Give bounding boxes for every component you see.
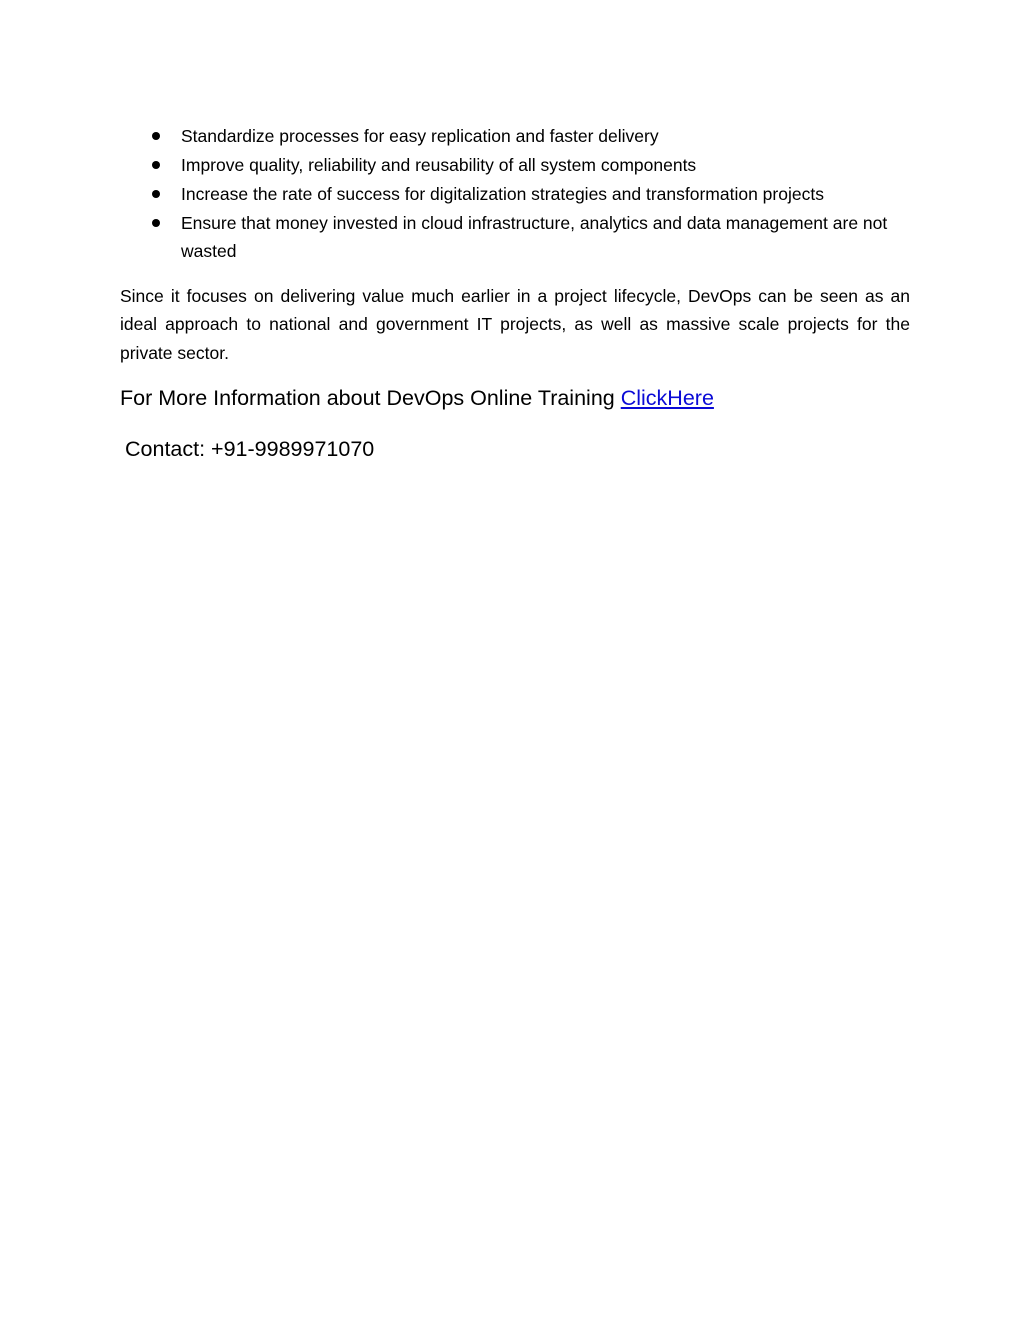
body-paragraph: Since it focuses on delivering value much earlier in a project lifecycle, DevOps can be seen as an ideal approach to national and government IT projects, as well as massive scale projects for the private sector. [120,286,910,363]
bullet-icon [152,219,160,227]
bullet-icon [152,132,160,140]
list-item [148,180,918,208]
list-item-text: Increase the rate of success for digitalization strategies and transformation projects [181,184,824,204]
list-item [148,209,918,265]
list-item [148,122,918,150]
more-info-line [120,383,714,413]
more-info-text: For More Information about DevOps Online Training [120,386,621,410]
list-item-text: Improve quality, reliability and reusability of all system components [181,155,697,175]
bullet-icon [152,161,160,169]
list-item-text: Ensure that money invested in cloud infrastructure, analytics and data management are not wasted [181,213,888,261]
bullet-icon [152,190,160,198]
click-here-link[interactable]: ClickHere [620,386,714,410]
contact-line: Contact: +91-9989971070 [125,437,375,461]
list-item [148,151,918,179]
benefits-list [148,122,918,266]
list-item-text: Standardize processes for easy replication and faster delivery [181,126,659,146]
